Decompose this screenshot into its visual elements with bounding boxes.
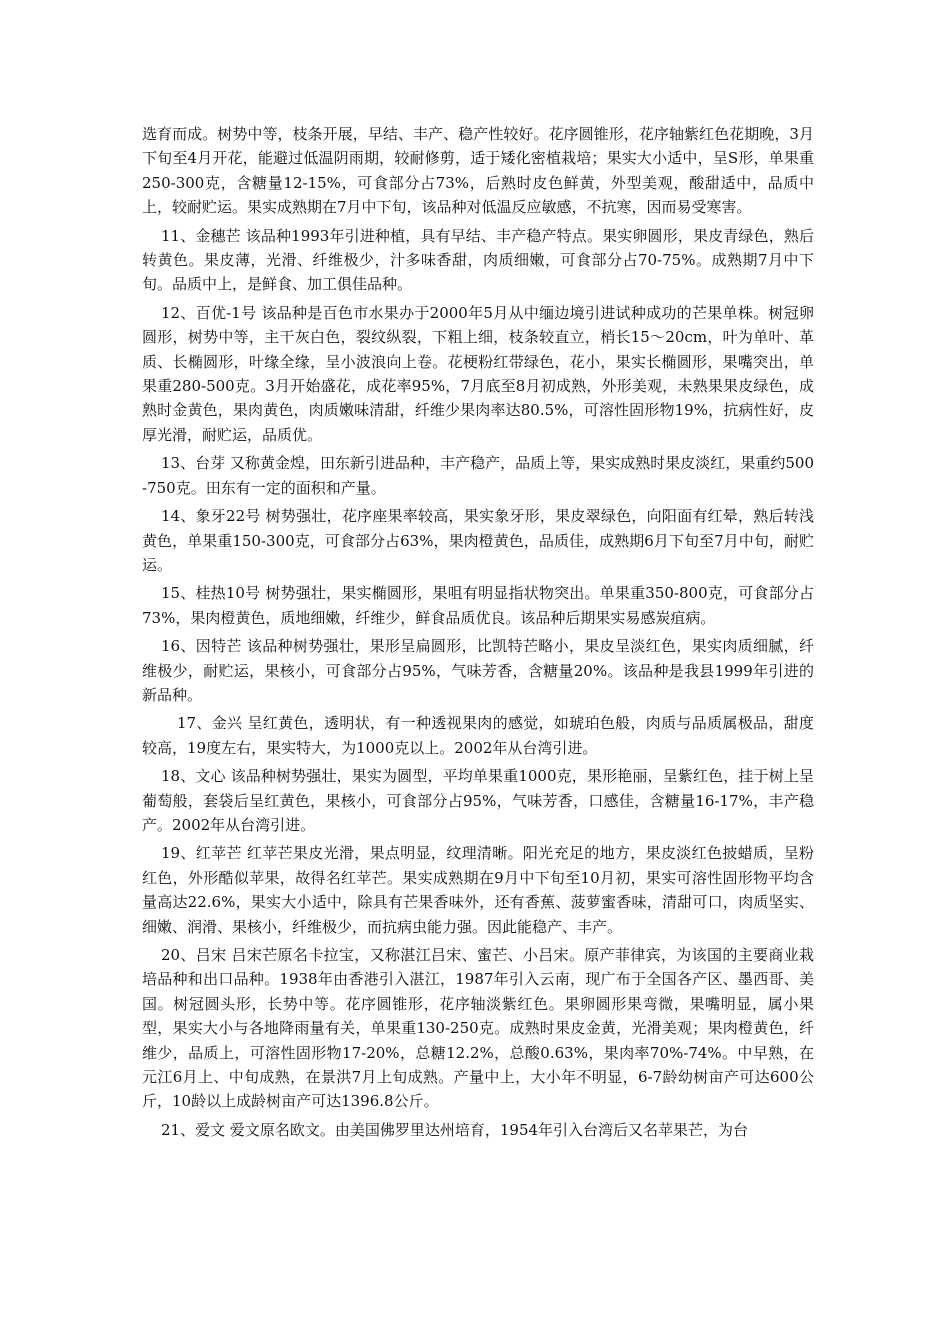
paragraph-variety-11: 11、金穗芒 该品种1993年引进种植，具有早结、丰产稳产特点。果实卵圆形，果皮青绿色，熟后转黄色。果皮薄，光滑、纤维极少，汁多味香甜，肉质细嫩，可食部分占70-75%。成熟期7月中下旬。品质中上，是鲜食、加工俱佳品种。: [142, 226, 814, 294]
paragraph-variety-15: 15、桂热10号 树势强壮，果实椭圆形，果咀有明显指状物突出。单果重350-800克，可食部分占73%，果肉橙黄色，质地细嫩，纤维少，鲜食品质优良。该品种后期果实易感炭疽病。: [142, 584, 814, 627]
paragraph-variety-19: 19、红苹芒 红苹芒果皮光滑，果点明显，纹理清晰。阳光充足的地方，果皮淡红色披蜡质，呈粉红色，外形酷似苹果，故得名红苹芒。果实成熟期在9月中下旬至10月初，果实可溶性固形物平均含量高达22.6%，果实大小适中，除具有芒果香味外，还有香蕉、菠萝蜜香味，清甜可口，肉质坚实、细嫩、润滑、果核小，纤维极少，而抗病虫能力强。因此能稳产、丰产。: [142, 844, 814, 936]
paragraph-variety-21: 21、爱文 爱文原名欧文。由美国佛罗里达州培育，1954年引入台湾后又名苹果芒，为台: [161, 1120, 749, 1139]
paragraph-variety-13: 13、台芽 又称黄金煌，田东新引进品种，丰产稳产，品质上等，果实成熟时果皮淡红，果重约500-750克。田东有一定的面积和产量。: [142, 454, 814, 497]
paragraph-variety-17: 17、金兴 呈红黄色，透明状，有一种透视果肉的感觉，如琥珀色般，肉质与品质属极品，甜度较高，19度左右，果实特大，为1000克以上。2002年从台湾引进。: [142, 714, 814, 757]
paragraph-variety-14: 14、象牙22号 树势强壮，花序座果率较高，果实象牙形，果皮翠绿色，向阳面有红晕，熟后转浅黄色，单果重150-300克，可食部分占63%，果肉橙黄色，品质佳，成熟期6月下旬至7月中旬，耐贮运。: [142, 507, 814, 574]
paragraph-variety-20: 20、吕宋 吕宋芒原名卡拉宝，又称湛江吕宋、蜜芒、小吕宋。原产菲律宾，为该国的主要商业栽培品种和出口品种。1938年由香港引入湛江，1987年引入云南，现广布于全国各产区、墨西哥、美国。树冠圆头形，长势中等。花序圆锥形，花序轴淡紫红色。果卵圆形果弯微，果嘴明显，属小果型，果实大小与各地降雨量有关，单果重130-250克。成熟时果皮金黄，光滑美观；果肉橙黄色，纤维少，品质上，可溶性固形物17-20%，总糖12.2%，总酸0.63%，果肉率70%-74%。中早熟，在元江6月上、中旬成熟，在景洪7月上旬成熟。产量中上，大小年不明显，6-7龄幼树亩产可达600公斤，10龄以上成龄树亩产可达1396.8公斤。: [142, 946, 814, 1111]
paragraph-variety-18: 18、文心 该品种树势强壮，果实为圆型，平均单果重1000克，果形艳丽，呈紫红色，挂于树上呈葡萄般，套袋后呈红黄色，果核小，可食部分占95%，气味芳香，口感佳，含糖量16-17%，丰产稳产。2002年从台湾引进。: [142, 767, 814, 834]
document-page: [142, 122, 814, 1146]
paragraph-intro-continuation: 选育而成。树势中等，枝条开展，早结、丰产、稳产性较好。花序圆锥形，花序轴紫红色花期晚，3月下旬至4月开花，能避过低温阴雨期，较耐修剪，适于矮化密植栽培；果实大小适中，呈S形，单果重250-300克，含糖量12-15%，可食部分占73%，后熟时皮色鲜黄，外型美观，酸甜适中，品质中上，较耐贮运。果实成熟期在7月中下旬，该品种对低温反应敏感，不抗寒，因而易受寒害。: [142, 125, 814, 217]
paragraph-variety-16: 16、因特芒 该品种树势强壮，果形呈扁圆形，比凯特芒略小，果皮呈淡红色，果实肉质细腻，纤维极少，耐贮运，果核小，可食部分占95%，气味芳香，含糖量20%。该品种是我县1999年引进的新品种。: [142, 637, 814, 704]
paragraph-variety-12: 12、百优-1号 该品种是百色市水果办于2000年5月从中缅边境引进试种成功的芒果单株。树冠卵圆形，树势中等，主干灰白色，裂纹纵裂，下粗上细，枝条较直立，梢长15～20cm，叶为单叶、革质、长椭圆形，叶缘全缘，呈小波浪向上卷。花梗粉红带绿色，花小，果实长椭圆形，果嘴突出，单果重280-500克。3月开始盛花，成花率95%，7月底至8月初成熟，外形美观，未熟果果皮绿色，成熟时金黄色，果肉黄色，肉质嫩味清甜，纤维少果肉率达80.5%，可溶性固形物19%，抗病性好，皮厚光滑，耐贮运，品质优。: [142, 303, 814, 444]
